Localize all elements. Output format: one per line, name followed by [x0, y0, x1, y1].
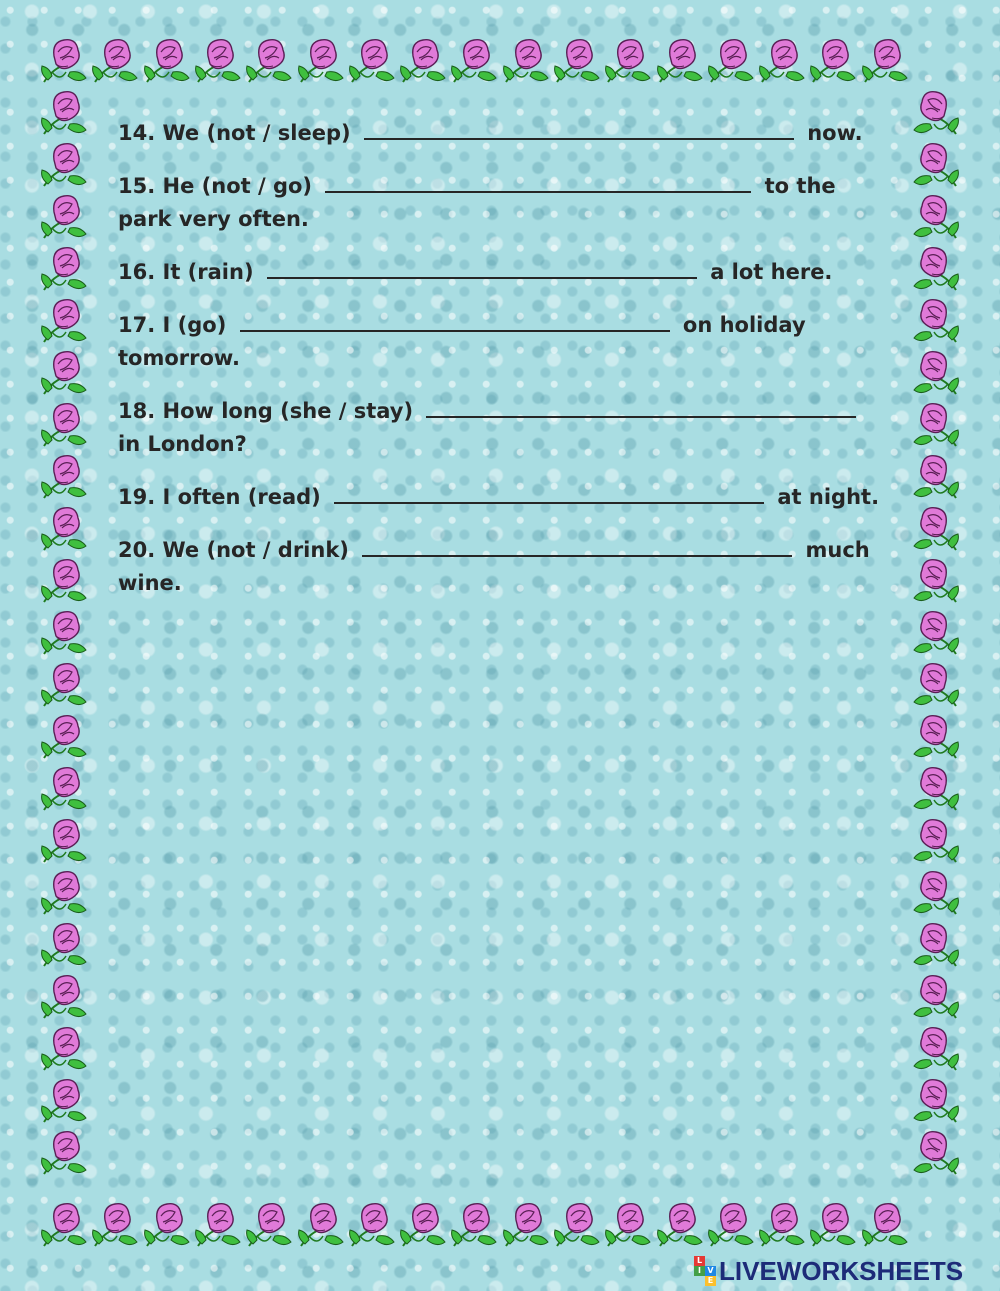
exercise-number: 15. — [118, 174, 156, 198]
exercise-number: 18. — [118, 399, 156, 423]
exercise-number: 16. — [118, 260, 156, 284]
rose-icon — [910, 712, 962, 766]
rose-icon — [295, 36, 347, 90]
rose-icon — [38, 140, 90, 194]
rose-icon — [910, 244, 962, 298]
rose-icon — [807, 36, 859, 90]
rose-icon — [551, 1200, 603, 1254]
exercise-prompt: I often (read) — [162, 485, 321, 509]
exercise-14 — [118, 114, 888, 150]
rose-icon — [141, 1200, 193, 1254]
rose-icon — [859, 1200, 911, 1254]
rose-icon — [602, 36, 654, 90]
rose-icon — [38, 712, 90, 766]
rose-icon — [448, 1200, 500, 1254]
rose-icon — [38, 1128, 90, 1182]
rose-icon — [910, 1128, 962, 1182]
rose-icon — [859, 36, 911, 90]
rose-icon — [38, 192, 90, 246]
rose-icon — [243, 1200, 295, 1254]
rose-icon — [910, 660, 962, 714]
exercise-number: 19. — [118, 485, 156, 509]
rose-icon — [38, 348, 90, 402]
rose-icon — [38, 764, 90, 818]
rose-icon — [38, 400, 90, 454]
rose-icon — [910, 608, 962, 662]
exercise-18 — [118, 392, 888, 461]
rose-icon — [38, 452, 90, 506]
exercise-prompt: We (not / sleep) — [162, 121, 351, 145]
rose-icon — [910, 920, 962, 974]
rose-icon — [910, 452, 962, 506]
exercise-prompt: I (go) — [162, 313, 227, 337]
answer-blank[interactable] — [325, 167, 751, 193]
rose-icon — [910, 192, 962, 246]
rose-icon — [38, 1200, 90, 1254]
rose-icon — [38, 660, 90, 714]
answer-blank[interactable] — [334, 478, 764, 504]
rose-icon — [910, 296, 962, 350]
rose-icon — [38, 1076, 90, 1130]
rose-icon — [910, 504, 962, 558]
exercise-ending: at night. — [777, 485, 880, 509]
rose-icon — [602, 1200, 654, 1254]
exercise-ending: on holiday tomorrow. — [118, 313, 806, 370]
rose-icon — [910, 88, 962, 142]
exercise-ending: in London? — [118, 432, 247, 456]
rose-icon — [807, 1200, 859, 1254]
exercise-prompt: He (not / go) — [162, 174, 313, 198]
rose-icon — [756, 36, 808, 90]
exercise-number: 20. — [118, 538, 156, 562]
exercise-20 — [118, 531, 888, 600]
rose-icon — [654, 1200, 706, 1254]
rose-icon — [756, 1200, 808, 1254]
exercise-ending: much wine. — [118, 538, 870, 595]
logo-letter: L — [694, 1256, 705, 1266]
rose-icon — [346, 36, 398, 90]
exercise-list — [118, 114, 888, 617]
rose-icon — [500, 1200, 552, 1254]
rose-icon — [38, 36, 90, 90]
answer-blank[interactable] — [267, 253, 697, 279]
exercise-ending: a lot here. — [710, 260, 833, 284]
rose-icon — [346, 1200, 398, 1254]
rose-icon — [910, 764, 962, 818]
answer-blank[interactable] — [364, 114, 794, 140]
rose-icon — [654, 36, 706, 90]
rose-icon — [910, 140, 962, 194]
rose-icon — [910, 1024, 962, 1078]
rose-icon — [38, 920, 90, 974]
rose-icon — [38, 816, 90, 870]
rose-icon — [910, 972, 962, 1026]
rose-icon — [38, 504, 90, 558]
rose-icon — [500, 36, 552, 90]
liveworksheets-logo[interactable] — [694, 1254, 994, 1288]
rose-icon — [38, 868, 90, 922]
rose-icon — [89, 1200, 141, 1254]
rose-icon — [910, 816, 962, 870]
rose-icon — [243, 36, 295, 90]
rose-icon — [551, 36, 603, 90]
rose-icon — [910, 1076, 962, 1130]
exercise-15 — [118, 167, 888, 236]
rose-icon — [910, 400, 962, 454]
rose-icon — [910, 556, 962, 610]
rose-icon — [38, 244, 90, 298]
brand-name: LIVEWORKSHEETS — [719, 1255, 964, 1286]
exercise-number: 14. — [118, 121, 156, 145]
answer-blank[interactable] — [362, 531, 792, 557]
rose-icon — [141, 36, 193, 90]
exercise-number: 17. — [118, 313, 156, 337]
rose-icon — [295, 1200, 347, 1254]
exercise-19 — [118, 478, 888, 514]
exercise-prompt: How long (she / stay) — [162, 399, 414, 423]
rose-icon — [397, 36, 449, 90]
rose-icon — [38, 1024, 90, 1078]
exercise-prompt: We (not / drink) — [162, 538, 349, 562]
logo-letter: V — [705, 1266, 716, 1276]
rose-icon — [38, 608, 90, 662]
rose-icon — [192, 1200, 244, 1254]
rose-icon — [89, 36, 141, 90]
answer-blank[interactable] — [426, 392, 856, 418]
rose-icon — [705, 36, 757, 90]
rose-icon — [910, 868, 962, 922]
logo-letter: E — [705, 1276, 716, 1286]
logo-mark-icon — [694, 1256, 716, 1286]
answer-blank[interactable] — [240, 306, 670, 332]
rose-icon — [397, 1200, 449, 1254]
exercise-16 — [118, 253, 888, 289]
logo-letter: I — [694, 1266, 705, 1276]
exercise-ending: now. — [807, 121, 863, 145]
exercise-ending: to the park very often. — [118, 174, 836, 231]
rose-icon — [705, 1200, 757, 1254]
rose-icon — [910, 348, 962, 402]
rose-icon — [38, 88, 90, 142]
exercise-17 — [118, 306, 888, 375]
rose-icon — [38, 296, 90, 350]
rose-icon — [38, 556, 90, 610]
rose-icon — [38, 972, 90, 1026]
rose-icon — [192, 36, 244, 90]
rose-icon — [448, 36, 500, 90]
exercise-prompt: It (rain) — [162, 260, 254, 284]
